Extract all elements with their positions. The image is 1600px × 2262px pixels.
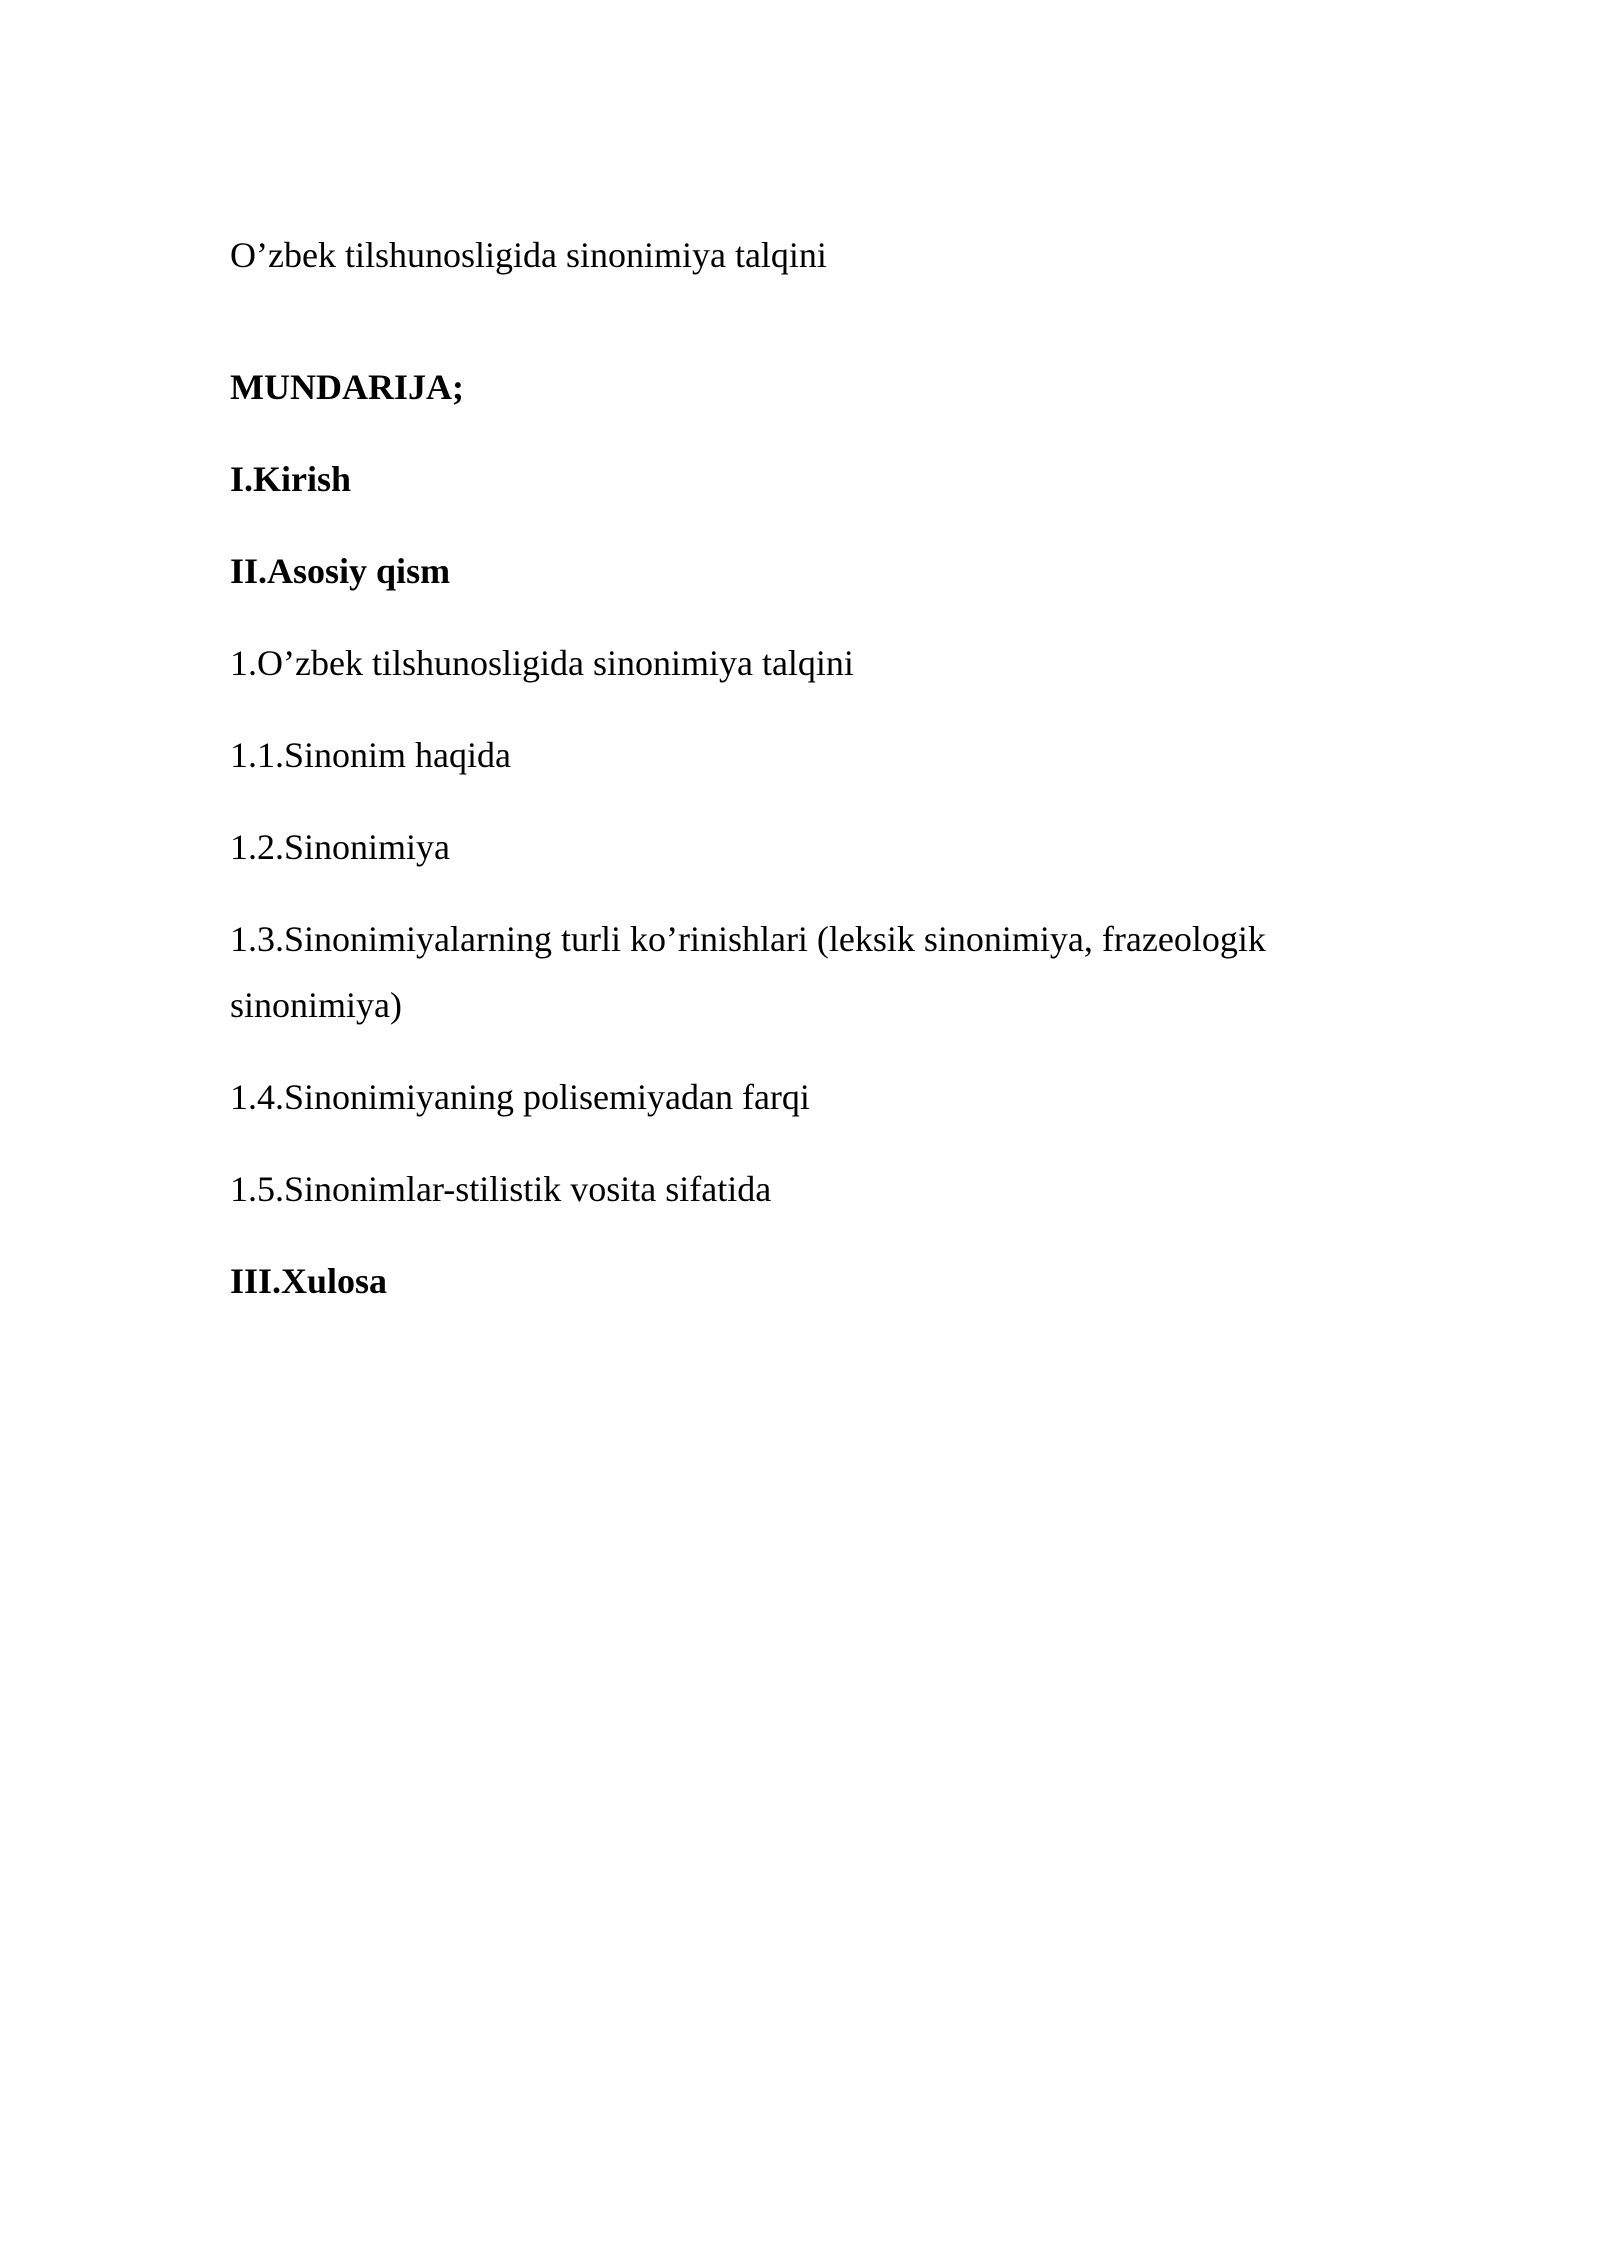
toc-item-kirish: I.Kirish (230, 459, 352, 499)
toc-heading: MUNDARIJA; (230, 367, 464, 407)
document-title: O’zbek tilshunosligida sinonimiya talqini (230, 235, 827, 275)
toc-item-section-1-1: 1.1.Sinonim haqida (230, 735, 511, 775)
toc-item-asosiy-qism: II.Asosiy qism (230, 551, 451, 591)
toc-item-xulosa: III.Xulosa (230, 1261, 388, 1301)
toc-item-section-1: 1.O’zbek tilshunosligida sinonimiya talqini (230, 643, 854, 683)
toc-item-section-1-2: 1.2.Sinonimiya (230, 827, 451, 867)
document-content (230, 222, 1380, 1340)
toc-item-section-1-5: 1.5.Sinonimlar-stilistik vosita sifatida (230, 1169, 772, 1209)
toc-item-section-1-4: 1.4.Sinonimiyaning polisemiyadan farqi (230, 1077, 810, 1117)
toc-item-section-1-3: 1.3.Sinonimiyalarning turli ko’rinishlari (leksik sinonimiya, frazeologik sinonimiya) (230, 919, 1266, 1025)
table-of-contents (230, 446, 1380, 1314)
